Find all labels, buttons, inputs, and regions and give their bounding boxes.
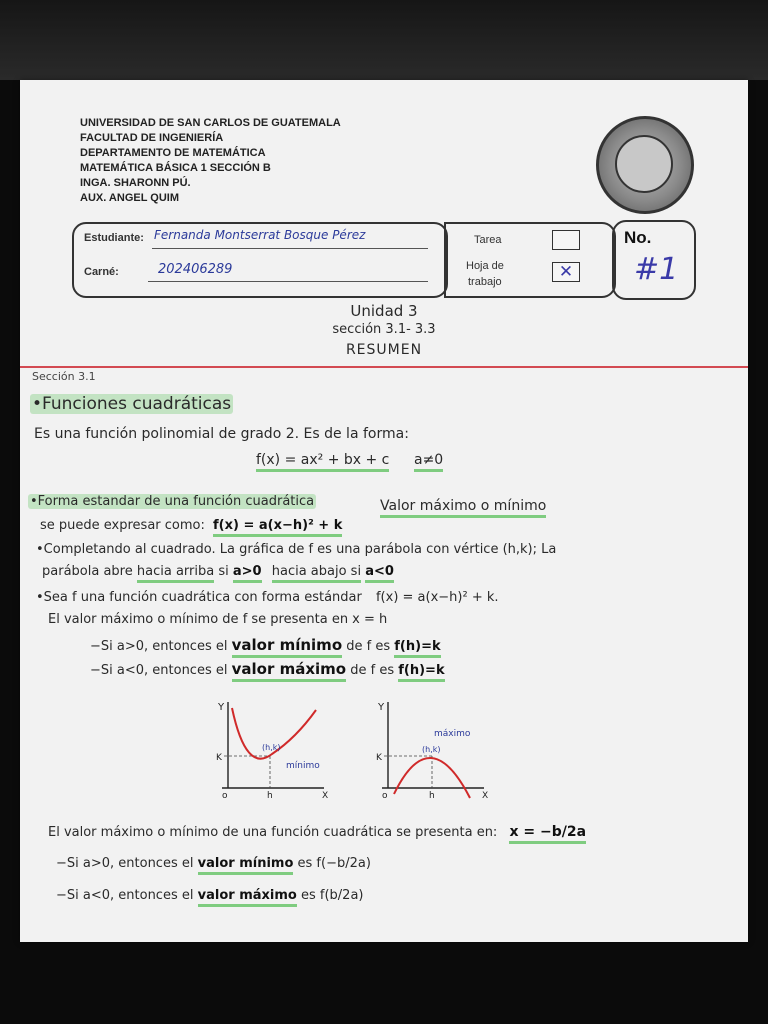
case-max-cond: −Si a<0, entonces el: [90, 663, 228, 678]
number-value: #1: [634, 252, 679, 287]
student-info-box: [72, 222, 448, 298]
hoja-label-2: trabajo: [468, 276, 502, 288]
a-nonzero-text: a≠0: [414, 452, 443, 472]
standard-formula: f(x) = a(x−h)² + k: [213, 518, 342, 537]
general-vertex-text: El valor máximo o mínimo de una función cuadrática se presenta en:: [48, 825, 498, 840]
vertex-label: (h,k): [262, 743, 281, 752]
k-label: K: [376, 753, 382, 763]
case-max-label: valor máximo: [232, 660, 346, 682]
general-max-value: es f(b/2a): [300, 888, 364, 903]
header-line: FACULTAD DE INGENIERÍA: [80, 132, 224, 144]
x-label: X: [322, 791, 329, 800]
maxmin-title: [380, 498, 546, 514]
assignment-type-box: [444, 222, 616, 298]
opens-down: hacia abajo si: [272, 564, 361, 583]
summary-title: RESUMEN: [345, 342, 423, 358]
standard-form-title: [28, 494, 316, 509]
maximum-label: máximo: [434, 729, 471, 739]
case-min-value: f(h)=k: [394, 639, 440, 658]
standard-quadratic-text: •Sea f una función cuadrática con forma estándar: [36, 590, 362, 605]
header-line: AUX. ANGEL QUIM: [80, 192, 180, 204]
case-maximum: [90, 660, 445, 678]
student-name: Fernanda Montserrat Bosque Pérez: [154, 228, 366, 242]
origin-label: o: [222, 791, 228, 800]
worksheet-page: [20, 80, 748, 942]
tarea-checkbox[interactable]: [552, 230, 580, 250]
a-negative: a<0: [365, 564, 394, 583]
institution-header: [80, 116, 341, 206]
a-nonzero: [414, 452, 443, 468]
origin-label: o: [382, 791, 388, 800]
carne-underline: [148, 281, 428, 282]
university-seal-icon: [596, 116, 694, 214]
parabola-direction-line: [42, 564, 394, 579]
general-formula-text: f(x) = ax² + bx + c: [256, 452, 389, 472]
completing-square-line: •Completando al cuadrado. La gráfica de f es una parábola con vértice (h,k); La: [36, 542, 557, 557]
opens-up: hacia arriba: [137, 564, 214, 583]
case-max-of: de f es: [350, 663, 395, 678]
definition-line: Es una función polinomial de grado 2. Es de la forma:: [34, 426, 409, 442]
parabola-opens: parábola abre: [42, 564, 133, 579]
topic-heading: [30, 394, 233, 414]
graph-maximum: [366, 698, 496, 800]
k-label: K: [216, 753, 222, 763]
number-box: [612, 220, 696, 300]
header-line: MATEMÁTICA BÁSICA 1 SECCIÓN B: [80, 162, 271, 174]
maxmin-title-text: Valor máximo o mínimo: [380, 498, 546, 518]
general-vertex-line: [48, 824, 586, 840]
graph-minimum: [206, 698, 336, 800]
unit-title: Unidad 3: [350, 302, 418, 320]
h-label: h: [267, 791, 273, 800]
minimum-label: mínimo: [286, 761, 320, 771]
standard-form-line: [40, 518, 342, 533]
background-top: [0, 0, 768, 80]
standard-quadratic-formula: f(x) = a(x−h)² + k.: [375, 590, 499, 605]
if-word: si: [218, 564, 229, 579]
section-label: Sección 3.1: [32, 370, 96, 383]
general-formula: [256, 452, 389, 468]
student-label: Estudiante:: [84, 232, 144, 244]
tarea-label: Tarea: [474, 234, 502, 246]
header-line: DEPARTAMENTO DE MATEMÁTICA: [80, 147, 266, 159]
header-rule: [20, 366, 748, 368]
general-min-value: es f(−b/2a): [297, 856, 371, 871]
topic-heading-text: •Funciones cuadráticas: [32, 394, 232, 414]
vertex-label: (h,k): [422, 745, 441, 754]
general-max-label: valor máximo: [198, 888, 297, 907]
h-label: h: [429, 791, 435, 800]
y-label: Y: [378, 702, 385, 713]
y-label: Y: [218, 702, 225, 713]
general-vertex-x: x = −b/2a: [509, 824, 586, 844]
case-min-of: de f es: [346, 639, 391, 654]
case-min-label: valor mínimo: [232, 636, 343, 658]
carne-value: 202406289: [158, 262, 233, 277]
standard-quadratic-line: [36, 590, 499, 605]
general-min-cond: −Si a>0, entonces el: [56, 856, 194, 871]
standard-form-text: •Forma estandar de una función cuadrática: [30, 494, 315, 509]
carne-label: Carné:: [84, 266, 119, 278]
case-min-cond: −Si a>0, entonces el: [90, 639, 228, 654]
standard-form-intro: se puede expresar como:: [40, 518, 205, 533]
header-line: UNIVERSIDAD DE SAN CARLOS DE GUATEMALA: [80, 117, 341, 129]
section-range: sección 3.1- 3.3: [332, 322, 436, 337]
x-label: X: [482, 791, 489, 800]
vertex-location-line: El valor máximo o mínimo de f se presenta en x = h: [48, 612, 388, 627]
general-max-cond: −Si a<0, entonces el: [56, 888, 194, 903]
number-label: No.: [624, 228, 652, 247]
general-min-case: [56, 856, 371, 871]
general-min-label: valor mínimo: [198, 856, 294, 875]
case-max-value: f(h)=k: [398, 663, 444, 682]
hoja-label-1: Hoja de: [466, 260, 504, 272]
student-underline: [152, 248, 428, 249]
hoja-checkbox[interactable]: ✕: [552, 262, 580, 282]
general-max-case: [56, 888, 363, 903]
a-positive: a>0: [233, 564, 262, 583]
seal-center: [615, 135, 673, 193]
case-minimum: [90, 636, 441, 654]
header-line: INGA. SHARONN PÚ.: [80, 177, 191, 189]
